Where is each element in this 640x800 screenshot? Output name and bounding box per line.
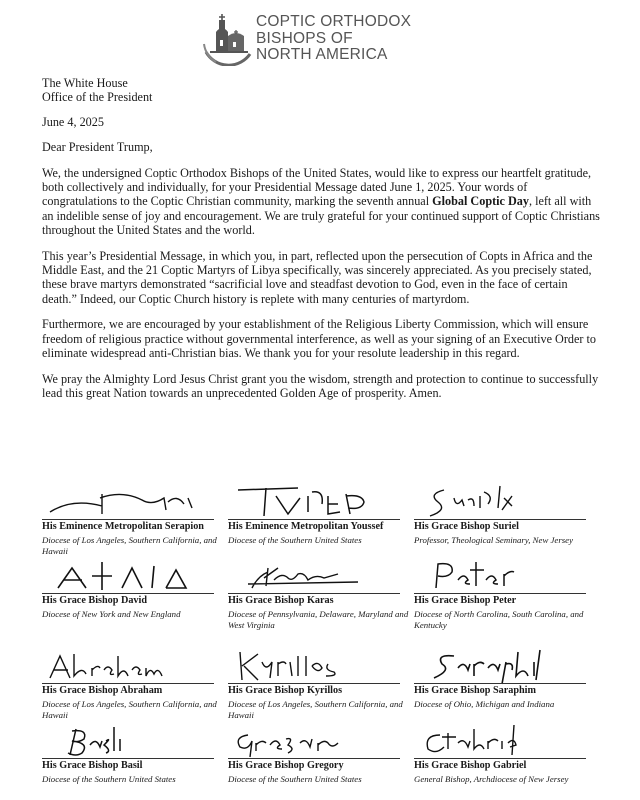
signatory-diocese: Diocese of Los Angeles, Southern California, and Hawaii bbox=[228, 699, 403, 720]
signature-block bbox=[228, 484, 408, 554]
signature-block bbox=[42, 648, 222, 718]
recipient-line1: The White House bbox=[42, 76, 128, 90]
org-name-line1: COPTIC ORTHODOX bbox=[256, 13, 412, 30]
signatory-diocese: Diocese of New York and New England bbox=[42, 609, 181, 619]
paragraph-1-end: , left all with an indelible sense of joy and encouragement. We are truly grateful for your continued support of Coptic Christians throughout the United States and the world. bbox=[42, 194, 600, 238]
signature-block bbox=[228, 723, 408, 793]
signature-block bbox=[42, 558, 222, 628]
signature-block bbox=[42, 484, 222, 554]
paragraph-1 bbox=[42, 166, 602, 238]
signature-block bbox=[42, 723, 222, 793]
paragraph-3: Furthermore, we are encouraged by your establishment of the Religious Liberty Commission, which will ensure freedom of religious practice without governmental interference, as well as your signing of an Executive Order to eliminate widespread anti-Christian bias. We thank you for your resolute leadership in this regard. bbox=[42, 317, 596, 361]
recipient-line2: Office of the President bbox=[42, 90, 153, 105]
org-name-line3: NORTH AMERICA bbox=[256, 46, 388, 63]
handwritten-signature bbox=[42, 558, 222, 592]
letter-body bbox=[42, 76, 602, 411]
handwritten-signature bbox=[42, 648, 222, 682]
signatory-diocese: Diocese of Los Angeles, Southern California, and Hawaii bbox=[42, 535, 217, 556]
letterhead bbox=[200, 8, 440, 66]
signatory-name: His Grace Bishop Abraham bbox=[42, 685, 163, 696]
handwritten-signature bbox=[228, 648, 408, 682]
church-icon bbox=[200, 8, 256, 66]
handwritten-signature bbox=[228, 484, 408, 518]
signatory-diocese: Diocese of Pennsylvania, Delaware, Maryland and West Virginia bbox=[228, 609, 409, 630]
signature-block bbox=[228, 648, 408, 718]
signatory-name: His Grace Bishop Suriel bbox=[414, 521, 519, 532]
signatory-name: His Grace Bishop Peter bbox=[414, 595, 517, 606]
signatory-diocese: Diocese of the Southern United States bbox=[228, 535, 362, 545]
signatory-name: His Grace Bishop Basil bbox=[42, 760, 143, 771]
handwritten-signature bbox=[414, 723, 594, 757]
signature-block bbox=[414, 558, 594, 628]
org-name-line2: BISHOPS OF bbox=[256, 29, 353, 47]
handwritten-signature bbox=[414, 558, 594, 592]
signature-block bbox=[414, 723, 594, 793]
signature-block bbox=[414, 484, 594, 554]
org-name bbox=[256, 14, 411, 64]
signature-block bbox=[414, 648, 594, 718]
signatory-diocese: Diocese of Ohio, Michigan and Indiana bbox=[414, 699, 555, 709]
handwritten-signature bbox=[414, 484, 594, 518]
paragraph-2: This year’s Presidential Message, in which you, in part, reflected upon the persecution of Copts in Africa and the Middle East, and the 21 Coptic Martyrs of Libya specifically, was sincerely appreciated. As you precisely stated, these brave martyrs demonstrated “sacrificial love and steadfast devotion to God, even in the face of certain death.” Indeed, our Coptic Church history is replete with many centuries of martyrdom. bbox=[42, 248, 593, 306]
handwritten-signature bbox=[228, 723, 408, 757]
letter-date: June 4, 2025 bbox=[42, 114, 104, 129]
handwritten-signature bbox=[228, 558, 408, 592]
signatory-diocese: General Bishop, Archdiocese of New Jersey bbox=[414, 774, 569, 784]
handwritten-signature bbox=[42, 484, 222, 518]
handwritten-signature bbox=[42, 723, 222, 757]
signatory-name: His Eminence Metropolitan Serapion bbox=[42, 521, 204, 532]
signature-block bbox=[228, 558, 408, 628]
signatory-diocese: Diocese of the Southern United States bbox=[42, 774, 176, 784]
signatory-name: His Grace Bishop Gabriel bbox=[414, 760, 527, 771]
paragraph-4: We pray the Almighty Lord Jesus Christ grant you the wisdom, strength and protection to continue to successfully lead this great Nation towards an unprecedented Golden Age of prosperity. Amen. bbox=[42, 371, 599, 400]
recipient-address bbox=[42, 76, 602, 105]
paragraph-1-bold: Global Coptic Day bbox=[432, 194, 529, 209]
salutation: Dear President Trump, bbox=[42, 140, 153, 155]
signatory-diocese: Diocese of Los Angeles, Southern California, and Hawaii bbox=[42, 699, 217, 720]
signatory-diocese: Professor, Theological Seminary, New Jersey bbox=[414, 535, 573, 545]
signatory-name: His Eminence Metropolitan Youssef bbox=[228, 521, 384, 532]
signatory-name: His Grace Bishop Karas bbox=[228, 595, 334, 606]
signatory-name: His Grace Bishop Saraphim bbox=[414, 685, 536, 696]
signatory-diocese: Diocese of North Carolina, South Carolina, and Kentucky bbox=[414, 609, 584, 630]
signatory-name: His Grace Bishop David bbox=[42, 595, 147, 606]
signatory-name: His Grace Bishop Gregory bbox=[228, 760, 344, 771]
signatory-name: His Grace Bishop Kyrillos bbox=[228, 685, 343, 696]
handwritten-signature bbox=[414, 648, 594, 682]
signatory-diocese: Diocese of the Southern United States bbox=[228, 774, 362, 784]
paragraph-1-start: We, the undersigned Coptic Orthodox Bishops of the United States, would like to express our heartfelt gratitude, both collectively and individually, for your Presidential Message dated June 1, 2025. Your words of congratulations to the Coptic Christian community, marking the seventh annual bbox=[42, 165, 592, 209]
